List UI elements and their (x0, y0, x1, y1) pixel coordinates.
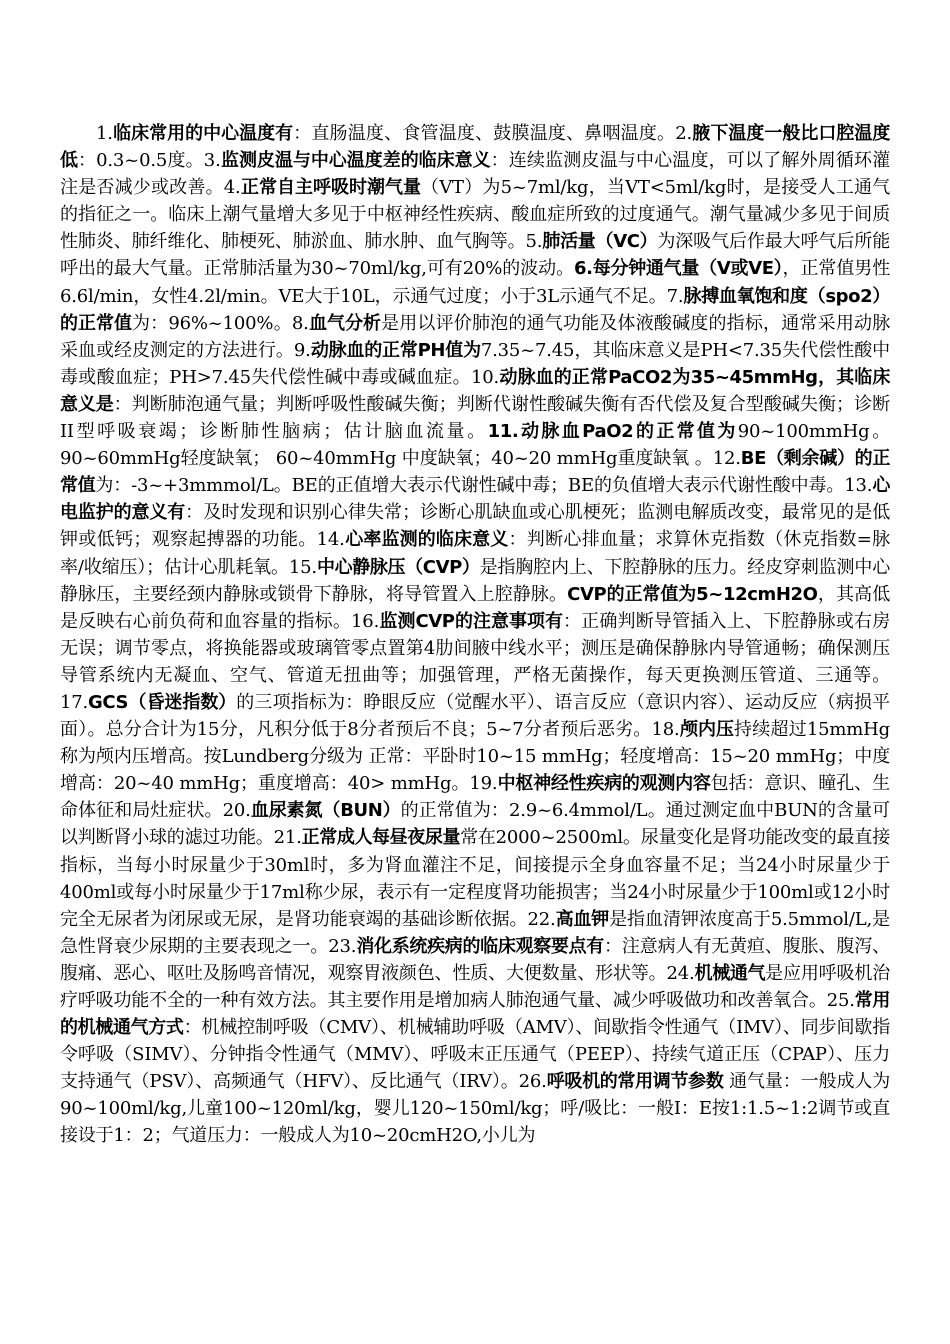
bold-term: 11.动脉血PaO2的正常值为 (487, 421, 738, 443)
bold-term: 动脉血的正常PaCO2为35~45mmHg，其临床意义是 (60, 366, 891, 415)
body-text: ：判断肺泡通气量；判断呼吸性酸碱失衡；判断代谢性酸碱失衡有否代偿及复合型酸碱失衡；诊断II型呼吸衰竭；诊断肺性脑病；估计脑血流量。 (60, 393, 890, 443)
body-text: ：0.3~0.5度。3. (77, 150, 221, 172)
body-text: 持续超过15mmHg称为颅内压增高。按Lundberg分级为 正常：平卧时10~15 mmHg；轻度增高：15~20 mmHg；中度增高：20~40 mmHg；重度增高：40> mmHg。19. (60, 719, 890, 795)
body-text: 的正常值为：2.9~6.4mmol/L。通过测定血中BUN的含量可以判断肾小球的滤过功能。21. (60, 800, 890, 849)
bold-term: 监测CVP的注意事项有 (379, 610, 563, 632)
bold-term: 临床常用的中心温度有 (112, 123, 294, 144)
body-text: 是指胸腔内上、下腔静脉的压力。经皮穿刺监测中心静脉压，主要经颈内静脉或锁骨下静脉，将导管置入上腔静脉。 (60, 556, 890, 605)
body-text: ：判断心排血量；求算休克指数（休克指数=脉率/收缩压）；估计心肌耗氧。15. (60, 529, 890, 578)
body-text: （VT）为5~7ml/kg，当VT<5ml/kg时，是接受人工通气的指征之一。临床上潮气量增大多见于中枢神经性疾病、酸血症所致的过度通气。潮气量减少多见于间质性肺炎、肺纤维化、肺梗死、肺淤血、肺水肿、血气胸等。5. (60, 177, 891, 253)
bold-term: 肺活量（VC） (542, 231, 658, 253)
body-text: 是指血清钾浓度高于5.5mmol/L,是急性肾衰少尿期的主要表现之一。23. (60, 908, 890, 957)
bold-term: 监测皮温与中心温度差的临床意义 (220, 150, 491, 172)
bold-term: 血尿素氮（BUN） (250, 800, 401, 822)
bold-term: 中心静脉压（CVP） (316, 556, 480, 578)
bold-term: BE（剩余碱）的正常值 (60, 448, 891, 497)
body-text: ：正确判断导管插入上、下腔静脉或右房无误；调节零点，将换能器或玻璃管零点置第4肋间腋中线水平；测压是确保静脉内导管通畅；确保测压导管系统内无凝血、空气、管道无扭曲等；加强管理，严格无菌操作，每天更换测压管道、三通等。17. (60, 610, 891, 713)
body-text: ：及时发现和识别心律失常；诊断心肌缺血或心肌梗死；监测电解质改变，最常见的是低钾或低钙；观察起搏器的功能。14. (60, 502, 891, 551)
bold-term: 正常自主呼吸时潮气量 (240, 177, 422, 199)
body-text: ：直肠温度、食管温度、鼓膜温度、鼻咽温度。2. (293, 123, 693, 144)
body-text: ：注意病人有无黄疸、腹胀、腹泻、腹痛、恶心、呕吐及肠鸣音情况，观察胃液颜色、性质、大便数量、形状等。24. (60, 935, 890, 984)
body-text: 通气量：一般成人为90~100ml/kg,儿童100~120ml/kg，婴儿120~150ml/kg；呼/吸比：一般I：E按1:1.5~1:2调节或直接设于1：2；气道压力：一般成人为10~20cmH2O,小儿为 (60, 1071, 891, 1147)
body-text: 7.35~7.45，其临床意义是PH<7.35失代偿性酸中毒或酸血症；PH>7.45失代偿性碱中毒或碱血症。10. (60, 339, 890, 388)
bold-term: 呼吸机的常用调节参数 (546, 1071, 724, 1093)
bold-term: 6.每分钟通气量（V或VE） (574, 258, 783, 280)
bold-term: 血气分析 (308, 312, 382, 334)
bold-term: 颅内压 (679, 719, 735, 741)
bold-term: 动脉血的正常PH值为 (310, 339, 481, 361)
body-text: ，其高低是反映右心前负荷和血容量的指标。16. (60, 583, 890, 632)
bold-term: 高血钾 (555, 908, 610, 930)
body-text: 包括：意识、瞳孔、生命体征和局灶症状。20. (60, 773, 890, 822)
body-text: 1. (96, 123, 113, 144)
bold-term: 常用的机械通气方式 (60, 990, 891, 1039)
body-text: 为深吸气后作最大呼气后所能呼出的最大气量。正常肺活量为30~70ml/kg,可有20%的波动。 (60, 231, 891, 280)
bold-term: 中枢神经性疾病的观测内容 (497, 773, 711, 795)
body-text: 的三项指标为：睁眼反应（觉醒水平）、语言反应（意识内容）、运动反应（病损平面）。总分合计为15分，凡积分低于8分者预后不良；5~7分者预后恶劣。18. (60, 691, 890, 741)
bold-term: 腋下温度一般比口腔温度低 (60, 123, 890, 172)
bold-term: 消化系统疾病的临床观察要点有 (356, 935, 604, 957)
bold-term: 机械通气 (694, 962, 766, 984)
bold-term: 脉搏血氧饱和度（spo2）的正常值 (60, 285, 890, 334)
body-text: ：连续监测皮温与中心温度，可以了解外周循环灌注是否减少或改善。4. (60, 150, 890, 199)
bold-term: 正常成人每昼夜尿量 (301, 827, 461, 849)
body-text: 是应用呼吸机治疗呼吸功能不全的一种有效方法。其主要作用是增加病人肺泡通气量、减少呼吸做功和改善氧合。25. (60, 962, 890, 1011)
body-text: ：机械控制呼吸（CMV）、机械辅助呼吸（AMV）、间歇指令性通气（IMV）、同步间歇指令呼吸（SIMV）、分钟指令性通气（MMV）、呼吸末正压通气（PEEP）、持续气道正压（CPAP）、压力支持通气（PSV）、高频通气（HFV）、反比通气（IRV）。26. (60, 1017, 890, 1093)
bold-term: GCS（昏迷指数） (88, 691, 237, 713)
body-text: 90~100mmHg。90~60mmHg轻度缺氧； 60~40mmHg 中度缺氧；40~20 mmHg重度缺氧 。12. (60, 421, 891, 470)
document-body (60, 120, 890, 1150)
body-text: 是用以评价肺泡的通气功能及体液酸碱度的指标，通常采用动脉采血或经皮测定的方法进行。9. (60, 312, 890, 361)
bold-term: 心率监测的临床意义 (344, 529, 509, 551)
body-text: 为：-3~+3mmmol/L。BE的正值增大表示代谢性碱中毒；BE的负值增大表示代谢性酸中毒。13. (95, 475, 873, 497)
body-text: ，正常值男性6.6l/min，女性4.2l/min。VE大于10L，示通气过度；小于3L示通气不足。7. (60, 258, 890, 307)
body-text: 为：96%~100%。8. (131, 312, 309, 334)
bold-term: 心电监护的意义有 (60, 475, 890, 524)
bold-term: CVP的正常值为5~12cmH2O (567, 583, 818, 605)
body-text: 常在2000~2500ml。尿量变化是肾功能改变的最直接指标，当每小时尿量少于30ml时，多为肾血灌注不足，间接提示全身血容量不足；当24小时尿量少于400ml或每小时尿量少于17ml称少尿，表示有一定程度肾功能损害；当24小时尿量少于100ml或12小时完全无尿者为闭尿或无尿，是肾功能衰竭的基础诊断依据。22. (60, 827, 890, 930)
